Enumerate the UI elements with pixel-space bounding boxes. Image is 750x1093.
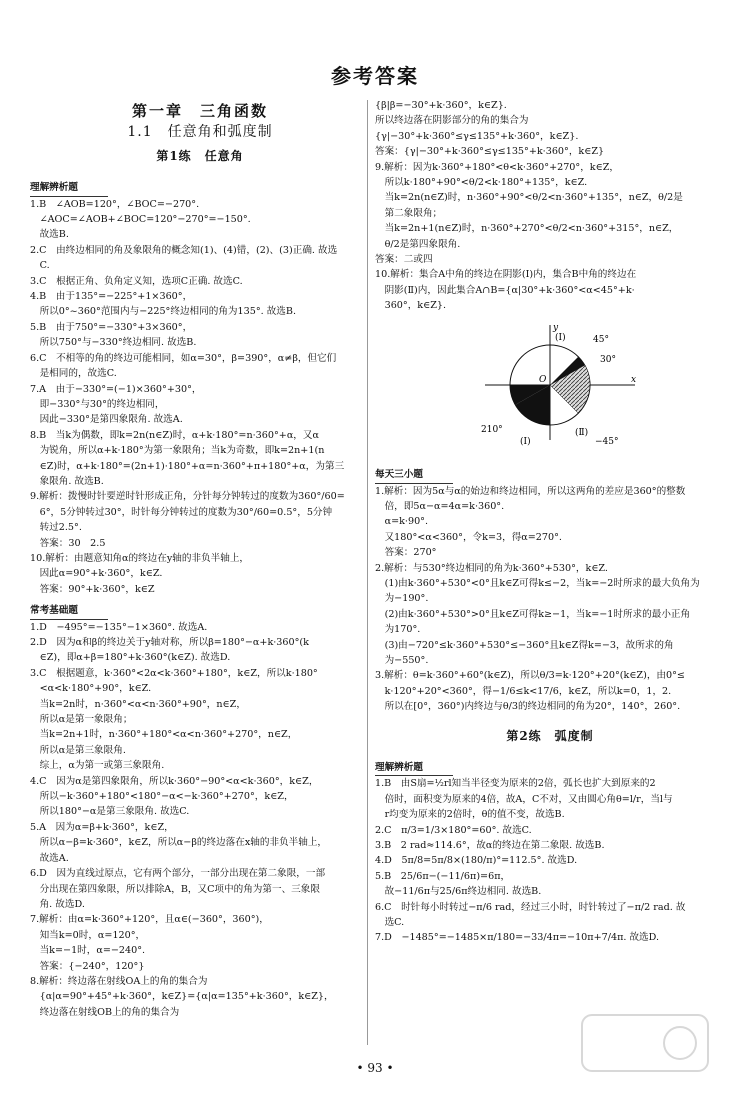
diagram-label-minus45: −45° <box>595 436 619 447</box>
diagram-label-x: x <box>631 374 637 385</box>
answer-line: 6.D 因为直线过原点，它有两个部分，一部分出现在第二象限，一部 <box>30 868 326 880</box>
answer-line: 所以180°−α是第三象限角. 故选C. <box>30 806 190 818</box>
subheading-daily-three: 每天三小题 <box>375 467 453 483</box>
page-title: 参考答案 <box>331 64 419 88</box>
answer-line: 所以α−β=k·360°，k∈Z，所以α−β的终边落在x轴的非负半轴上， <box>30 837 328 849</box>
answer-line: 所以k·180°+90°<θ/2<k·180°+135°，k∈Z. <box>375 177 588 189</box>
answer-line: (2)由k·360°+530°>0°且k∈Z可得k≥−1，当k=−1时所求的最小正角 <box>375 608 691 620</box>
answer-line: θ/2是第四象限角. <box>375 238 461 250</box>
answer-line: 为锐角，所以α+k·180°为第一象限角；当k为奇数，即k=2n+1(n <box>30 445 325 457</box>
answer-line: 阴影(Ⅱ)内，因此集合A∩B={α|30°+k·360°<α<45°+k· <box>375 284 635 296</box>
diagram-label-q3: (Ⅰ) <box>520 436 531 447</box>
chapter-title: 第一章 三角函数 <box>131 102 268 120</box>
answer-line: 9.解析：因为k·360°+180°<θ<k·360°+270°，k∈Z， <box>375 161 619 173</box>
answer-line: 3.解析：θ=k·360°+60°(k∈Z)，所以θ/3=k·120°+20°(k∈Z)，由0°≤ <box>375 670 685 682</box>
answer-line: 所以750°与−330°终边相同. 故选B. <box>30 337 197 349</box>
answer-line: 答案：30 2.5 <box>30 537 106 549</box>
answer-line: 3.C 根据正角、负角定义知，选项C正确. 故选C. <box>30 275 243 287</box>
right-answers-mid <box>375 484 725 715</box>
answer-line: 3.C 根据题意，k·360°<2α<k·360°+180°，k∈Z，所以k·180° <box>30 667 318 679</box>
answer-line: 第二象限角； <box>375 207 443 219</box>
right-column <box>375 98 725 946</box>
answer-line: 当k=2n(n∈Z)时，n·360°+90°<θ/2<n·360°+135°，n∈Z，θ/2是 <box>375 192 683 204</box>
lesson2-title: 第2练 弧度制 <box>506 728 594 743</box>
answer-line: 7.D −1485°=−1485×π/180=−33/4π=−10π+7/4π. 故选D. <box>375 932 660 944</box>
answer-line: 故−11/6π与25/6π终边相同. 故选B. <box>375 886 542 898</box>
answer-line: 因此−330°是第四象限角. 故选A. <box>30 414 183 426</box>
answer-line: 所以在[0°，360°)内终边与θ/3的终边相同的角为20°，140°，260°. <box>375 701 681 713</box>
right-answers-bottom <box>375 776 725 945</box>
answer-line: 9.解析：拨慢时针要逆时针形成正角，分针每分钟转过的度数为360°/60= <box>30 491 345 503</box>
diagram-label-q2: (Ⅱ) <box>575 427 589 438</box>
answer-line: 当k=2n+1(n∈Z)时，n·360°+270°<θ/2<n·360°+315°，n∈Z， <box>375 223 679 235</box>
answer-line: 终边落在射线OB上的角的集合为 <box>30 1006 180 1018</box>
subheading-understanding: 理解辨析题 <box>30 180 108 196</box>
answer-line: C. <box>30 260 50 272</box>
answer-line: 当k=2n+1时，n·360°+180°<α<n·360°+270°，n∈Z， <box>30 729 298 741</box>
answer-line: 象限角. 故选B. <box>30 475 104 487</box>
answer-line: {α|α=90°+45°+k·360°，k∈Z}={α|α=135°+k·360°，k∈Z}， <box>30 991 334 1003</box>
left-column <box>30 98 370 1020</box>
answer-line: 当k=2n时，n·360°<α<n·360°+90°，n∈Z， <box>30 698 246 710</box>
answer-line: 7.解析：由α=k·360°+120°，且α∈(−360°，360°)， <box>30 914 269 926</box>
answer-line: 2.C 由终边相同的角及象限角的概念知(1)、(4)错，(2)、(3)正确. 故选 <box>30 244 338 256</box>
answer-line: ∈Z)，即α+β=180°+k·360°(k∈Z). 故选D. <box>30 652 231 664</box>
answer-line: 5.B 25/6π−(−11/6π)=6π， <box>375 870 511 882</box>
answer-line: {γ|−30°+k·360°≤γ≤135°+k·360°，k∈Z}. <box>375 130 579 142</box>
answer-line: 8.B 当k为偶数，即k=2n(n∈Z)时，α+k·180°=n·360°+α，又α <box>30 429 319 441</box>
answer-line: (3)由−720°≤k·360°+530°≤−360°且k∈Z得k=−3，故所求的角 <box>375 639 674 651</box>
answer-line: (1)由k·360°+530°<0°且k∈Z可得k≤−2，当k=−2时所求的最大负角为 <box>375 577 700 589</box>
answer-line: 所以终边落在阴影部分的角的集合为 <box>375 115 529 127</box>
answer-line: 所以0°~360°范围内与−225°终边相同的角为135°. 故选B. <box>30 306 297 318</box>
answer-line: <α<k·180°+90°，k∈Z. <box>30 683 152 695</box>
answer-line: 1.解析：因为5α与α的始边和终边相同，所以这两角的差应是360°的整数 <box>375 485 686 497</box>
answer-line: 故选A. <box>30 852 69 864</box>
answer-line: 10.解析：由题意知角α的终边在y轴的非负半轴上， <box>30 552 250 564</box>
answer-line: 分出现在第四象限，所以排除A，B，又C项中的角为第一、三象限 <box>30 883 320 895</box>
diagram-label-q1: (Ⅰ) <box>555 332 566 343</box>
answer-line: 答案：{γ|−30°+k·360°≤γ≤135°+k·360°，k∈Z} <box>375 146 605 158</box>
answer-line: 为170°. <box>375 624 421 636</box>
subheading-understanding-2: 理解辨析题 <box>375 760 453 776</box>
answer-line: 故选B. <box>30 229 69 241</box>
answer-line: 为−190°. <box>375 593 429 605</box>
answer-line: 综上，α为第一或第三象限角. <box>30 760 165 772</box>
answer-line: {β|β=−30°+k·360°，k∈Z}. <box>375 100 507 111</box>
answer-line: 因此α=90°+k·360°，k∈Z. <box>30 568 163 580</box>
answer-line: 7.A 由于−330°=(−1)×360°+30°， <box>30 383 202 395</box>
answer-line: 5.A 因为α=β+k·360°，k∈Z， <box>30 821 174 833</box>
answer-line: k·120°+20°<360°，得−1/6≤k<17/6，k∈Z，所以k=0，1，2. <box>375 685 672 697</box>
answer-line: 答案：90°+k·360°，k∈Z <box>30 583 155 595</box>
answer-line: 又180°<α<360°，令k=3，得α=270°. <box>375 531 562 543</box>
answer-line: α=k·90°. <box>375 516 429 528</box>
diagram-label-y: y <box>553 322 559 333</box>
answer-line: 6°，5分钟转过30°，时针每分钟转过的度数为30°/60=0.5°，5分钟 <box>30 506 333 518</box>
answer-line: 8.解析：终边落在射线OA上的角的集合为 <box>30 975 208 987</box>
answer-line: 5.B 由于750°=−330°+3×360°， <box>30 321 193 333</box>
left-answers-part1 <box>30 197 370 598</box>
section-title: 1.1 任意角和弧度制 <box>127 124 273 141</box>
answer-line: 1.B ∠AOB=120°，∠BOC=−270°. <box>30 198 200 210</box>
answer-line: 2.C π/3=1/3×180°=60°. 故选C. <box>375 824 532 836</box>
answer-line: 所以α是第三象限角. <box>30 744 126 756</box>
answer-line: ∈Z)时，α+k·180°=(2n+1)·180°+α=n·360°+π+180°+α，为第三 <box>30 460 345 472</box>
diagram-label-210: 210° <box>481 424 503 435</box>
answer-line: 角. 故选D. <box>30 898 85 910</box>
answer-line: 6.C 时针每小时转过−π/6 rad，经过三小时，时针转过了−π/2 rad. 故 <box>375 901 686 913</box>
left-answers-part2 <box>30 620 370 1021</box>
answer-line: 360°，k∈Z}. <box>375 300 447 312</box>
answer-line: 4.B 由于135°=−225°+1×360°， <box>30 291 193 303</box>
answer-line: ∠AOC=∠AOB+∠BOC=120°−270°=−150°. <box>30 214 251 226</box>
answer-line: 4.C 因为α是第四象限角，所以k·360°−90°<α<k·360°，k∈Z， <box>30 775 319 787</box>
answer-line: 2.D 因为α和β的终边关于y轴对称，所以β=180°−α+k·360°(k <box>30 637 309 648</box>
answer-line: 所以−k·360°+180°<180°−α<−k·360°+270°，k∈Z， <box>30 791 294 803</box>
answer-line: 10.解析：集合A中角的终边在阴影(Ⅰ)内，集合B中角的终边在 <box>375 269 637 281</box>
diagram-label-o: O <box>539 374 547 385</box>
answer-line: 为−550°. <box>375 654 429 666</box>
answer-line: 答案：二或四 <box>375 254 433 266</box>
answer-line: r均变为原来的2倍时，θ的值不变，故选B. <box>375 809 565 821</box>
lesson1-title: 第1练 任意角 <box>156 148 244 163</box>
right-answers-top <box>375 98 725 314</box>
answer-line: 即−330°与30°的终边相同， <box>30 398 165 410</box>
answer-line: 转过2.5°. <box>30 522 82 534</box>
angle-diagram <box>475 320 645 450</box>
diagram-label-30: 30° <box>600 354 616 365</box>
answer-line: 2.解析：与530°终边相同的角为k·360°+530°，k∈Z. <box>375 562 608 574</box>
subheading-common-basic: 常考基础题 <box>30 603 108 619</box>
answer-line: 选C. <box>375 917 405 929</box>
answer-line: 1.D −495°=−135°−1×360°. 故选A. <box>30 621 208 633</box>
page-number: • 93 • <box>356 1061 394 1075</box>
answer-line: 知当k=0时，α=120°， <box>30 929 146 941</box>
answer-line: 倍时，面积变为原来的4倍，故A，C不对，又由圆心角θ=l/r，当l与 <box>375 793 673 805</box>
answer-line: 答案：270° <box>375 547 437 559</box>
answer-line: 1.B 由S扇=½rl知当半径变为原来的2倍，弧长也扩大到原来的2 <box>375 778 656 790</box>
answer-line: 答案：{−240°，120°} <box>30 960 145 972</box>
diagram-label-45: 45° <box>593 334 609 345</box>
answer-line: 倍，即5α−α=4α=k·360°. <box>375 500 505 512</box>
answer-line: 是相同的，故选C. <box>30 368 117 380</box>
answer-line: 4.D 5π/8=5π/8×(180/π)°=112.5°. 故选D. <box>375 855 578 867</box>
answer-line: 3.B 2 rad≈114.6°，故α的终边在第二象限. 故选B. <box>375 840 605 852</box>
answer-line: 6.C 不相等的角的终边可能相同，如α=30°，β=390°，α≠β，但它们 <box>30 352 337 364</box>
answer-line: 所以α是第一象限角； <box>30 714 133 726</box>
answer-line: 当k=−1时，α=−240°. <box>30 945 146 957</box>
